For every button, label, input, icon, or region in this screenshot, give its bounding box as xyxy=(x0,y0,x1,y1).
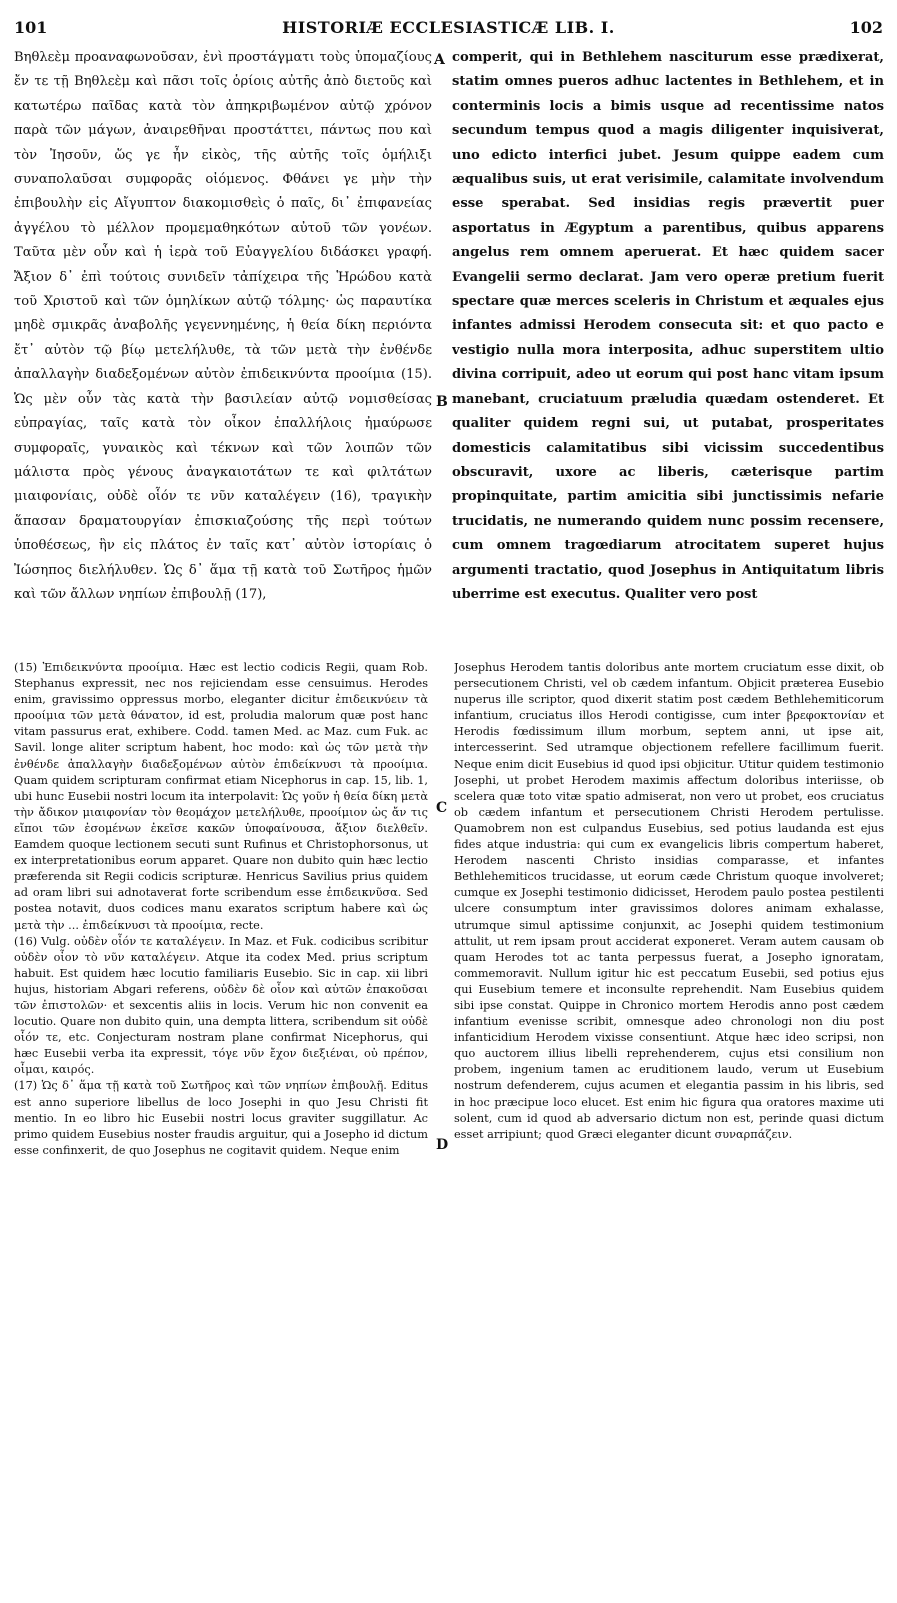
running-title: HISTORIÆ ECCLESIASTICÆ LIB. I. xyxy=(282,18,615,37)
greek-paragraph: Βηθλεὲμ προαναφωνοῦσαν, ἐνὶ προστάγματι τοὺς ὑπομαζίους ἔν τε τῇ Βηθλεὲμ καὶ πᾶσι τοῖς ὁρίοις αὐτῆς ἀπὸ διετοῦς καὶ κατωτέρω παῖδας κατὰ τὸν ἀπηκριβωμένον αὐτῷ χρόνον παρὰ τῶν μάγων, ἀναιρεθῆναι προστάττει, πάντως που καὶ τὸν Ἰησοῦν, ὥς γε ἦν εἰκὸς, τῆς αὐτῆς τοῖς ὁμήλιξι συναπολαῦσαι συμφορᾶς οἰόμενος. Φθάνει γε μὴν τὴν ἐπιβουλὴν εἰς Αἴγυπτον διακομισθεὶς ὁ παῖς, δι᾽ ἐπιφανείας ἀγγέλου τὸ μέλλον προμεμαθηκότων αὐτοῦ τῶν γονέων. Ταῦτα μὲν οὖν καὶ ἡ ἱερὰ τοῦ Εὐαγγελίου διδάσκει γραφή. Ἄξιον δ᾽ ἐπὶ τούτοις συνιδεῖν τἀπίχειρα τῆς Ἡρώδου κατὰ τοῦ Χριστοῦ καὶ τῶν ὁμηλίκων αὐτῷ τόλμης· ὡς παραυτίκα μηδὲ σμικρᾶς ἀναβολῆς γεγεννημένης, ἡ θεία δίκη περιόντα ἔτ᾽ αὐτὸν τῷ βίῳ μετελήλυθε, τὰ τῶν μετὰ τὴν ἐνθένδε ἀπαλλαγὴν διαδεξομένων αὐτὸν ἐπιδεικνύντα προοίμια (15). Ὡς μὲν οὖν τὰς κατὰ τὴν βασιλείαν αὐτῷ νομισθείσας εὐπραγίας, ταῖς κατὰ τὸν οἶκον ἐπαλλήλοις ἠμαύρωσε συμφοραῖς, γυναικὸς καὶ τέκνων καὶ τῶν λοιπῶν τῶν μάλιστα πρὸς γένους ἀναγκαιοτάτων τε καὶ φιλτάτων μιαιφονίαις, οὐδὲ οἷόν τε νῦν καταλέγειν (16), τραγικὴν ἅπασαν δραματουργίαν ἐπισκιαζούσης τῆς περὶ τούτων ὑποθέσεως, ἣν εἰς πλάτος ἐν ταῖς κατ᾽ αὐτὸν ἱστορίαις ὁ Ἰώσηπος διελήλυθεν. Ὡς δ᾽ ἅμα τῇ κατὰ τοῦ Σωτῆρος ἡμῶν καὶ τῶν ἄλλων νηπίων ἐπιβουλῇ (17), xyxy=(14,50,432,602)
note-17-continued: Josephus Herodem tantis doloribus ante mortem cruciatum esse dixit, ob persecutionem Christi, vel ob cædem infantum. Objicit præterea Eusebio nuperus ille scriptor, quod dixerit statim post cædem Bethlehemiticorum infantium, cruciatus illos Herodi contigisse, cum inter βρεφοκτονίαν et Herodis fœdissimum illum morbum, septem anni, ut ipse ait, intercesserint. Sed utramque objectionem refellere facillimum fuerit. Neque enim dicit Eusebius id quod ipsi objicitur. Utitur quidem testimonio Josephi, ut probet Herodem maximis affectum doloribus interiisse, ob scelera quæ toto vitæ spatio admiserat, non vero ut probet, eos cruciatus ob cædem infantum et persecutionem Christi Herodem pertulisse. Quamobrem non est culpandus Eusebius, sed potius laudanda est ejus fides atque industria: qui cum ex evangelicis libris compertum haberet, Herodem nascenti Christo insidias comparasse, et infantes Bethlehemiticos trucidasse, ut eorum cæde Christum quoque involveret; cumque ex Josephi testimonio didicisset, Herodem paulo postea pestilenti ulcere consumptum inter gravissimos dolores animam exhalasse, utrumque simul aptissime conjunxit, ac Josephi quidem testimonium attulit, ut rem ipsam prout acciderat exponeret. Veram autem causam ob quam Herodes tot ac tanta perpessus fuerat, a Josepho ignoratam, commemoravit. Nullum igitur hic est peccatum Eusebii, sed potius ejus qui Eusebium temere et inconsulte reprehendit. Nam Eusebius quidem sibi ipse constat. Quippe in Chronico mortem Herodis anno post cædem infantium evenisse scribit, omnesque adeo chronologi non diu post infanticidium Herodem vixisse consentiunt. Atque hæc ideo scripsi, non quo auctorem illius libelli reprehenderem, cujus etsi consilium non probem, ingenium tamen ac eruditionem laudo, verum ut Eusebium nostrum defenderem, cujus acumen et elegantia passim in his libris, sed in hoc præcipue loco elucet. Est enim hic figura qua oratores maxime uti solent, cum id quod ab adversario dictum non est, perinde quasi dictum esset arripiunt; quod Græci eleganter dicunt συναρπάζειν. xyxy=(454,661,884,1141)
notes-right-column xyxy=(454,660,884,1590)
margin-letter-a: A xyxy=(434,52,445,68)
greek-text-column xyxy=(14,46,432,650)
latin-paragraph: comperit, qui in Bethlehem nasciturum esse prædixerat, statim omnes pueros adhuc lactentes in Bethlehem, et in conterminis locis a bimis usque ad recentissime natos secundum tempus quod a magis diligenter inquisiverat, uno edicto interfici jubet. Jesum quippe eadem cum æqualibus suis, ut erat verisimile, calamitate involvendum esse sperabat. Sed insidias regis prævertit puer asportatus in Ægyptum a parentibus, quibus apparens angelus rem omnem aperuerat. Et hæc quidem sacer Evangelii sermo declarat. Jam vero operæ pretium fuerit spectare quæ merces sceleris in Christum et æquales ejus infantes admissi Herodem consecuta sit: et quo pacto e vestigio nulla mora interposita, adhuc superstitem ultio divina corripuit, adeo ut eorum qui post hanc vitam ipsum manebant, cruciatuum præludia quædam ostenderet. Et qualiter quidem regni sui, ut putabat, prosperitates domesticis calamitatibus sibi vicissim succedentibus obscuravit, uxore ac liberis, cæterisque partim propinquitate, partim amicitia sibi junctissimis nefarie trucidatis, ne numerando quidem nunc possim recensere, cum omnem tragœdiarum atrocitatem superet hujus argumenti tractatio, quod Josephus in Antiquitatum libris uberrime est executus. Qualiter vero post xyxy=(452,50,884,602)
page-number-left: 101 xyxy=(14,18,48,37)
latin-text-column xyxy=(452,46,884,650)
margin-letter-c: C xyxy=(436,800,448,816)
note-15: (15) Ἐπιδεικνύντα προοίμια. Hæc est lectio codicis Regii, quam Rob. Stephanus expressit, nec nos rejiciendam esse censuimus. Herodes enim, gravissimo oppressus morbo, eleganter dicitur ἐπιδεικνύειν τὰ προοίμια τῶν μετὰ θάνατον, id est, proludia malorum quæ post hanc vitam passurus erat, exhibere. Codd. tamen Med. ac Maz. cum Fuk. ac Savil. longe aliter scriptum habent, hoc modo: καὶ ὡς τῶν μετὰ τὴν ἐνθένδε ἀπαλλαγὴν διαδεξομένων αὐτὸν ἐπιδείκνυσι τὰ προοίμια. Quam quidem scripturam confirmat etiam Nicephorus in cap. 15, lib. 1, ubi hunc Eusebii nostri locum ita interpolavit: Ὡς γοῦν ἡ θεία δίκη μετὰ τὴν ἄδικον μιαιφονίαν τὸν θεομάχον μετελήλυθε, προοίμιον ὡς ἄν τις εἴποι τῶν ἐσομένων ἐκεῖσε κακῶν ὑποφαίνουσα, ἄξιον διελθεῖν. Eamdem quoque lectionem secuti sunt Rufinus et Christophorsonus, ut ex interpretationibus eorum apparet. Quare non dubito quin hæc lectio præferenda sit Regii codicis scripturæ. Henricus Savilius prius quidem ad oram libri sui adnotaverat forte scribendum esse ἐπιδεικνῦσα. Sed postea notavit, duos codices manu exaratos scriptum habere καὶ ὡς μετὰ τὴν ... ἐπιδείκνυσι τὰ προοίμια, recte. xyxy=(14,661,428,932)
running-header xyxy=(14,18,883,42)
margin-letter-d: D xyxy=(436,1137,449,1153)
notes-left-column xyxy=(14,660,428,1590)
note-16: (16) Vulg. οὐδὲν οἷόν τε καταλέγειν. In Maz. et Fuk. codicibus scribitur οὐδὲν οἷον τὸ νῦν καταλέγειν. Atque ita codex Med. prius scriptum habuit. Est quidem hæc locutio familiaris Eusebio. Sic in cap. xii libri hujus, historiam Abgari referens, οὐδὲν δὲ οἷον καὶ αὐτῶν ἐπακοῦσαι τῶν ἐπιστολῶν· et sexcentis aliis in locis. Verum hic non convenit ea locutio. Quare non dubito quin, una dempta littera, scribendum sit οὐδὲ οἷόν τε, etc. Conjecturam nostram plane confirmat Nicephorus, qui hæc Eusebii verba ita expressit, τόγε νῦν ἔχον διεξιέναι, οὐ πρέπον, οἶμαι, καιρός. xyxy=(14,934,428,1077)
page-number-right: 102 xyxy=(849,18,883,37)
note-17: (17) Ὡς δ᾽ ἅμα τῇ κατὰ τοῦ Σωτῆρος καὶ τῶν νηπίων ἐπιβουλῇ. Editus est anno superiore libellus de loco Josephi in quo Jesu Christi fit mentio. In eo libro hic Eusebii nostri locus graviter suggillatur. Ac primo quidem Eusebius noster fraudis arguitur, qui a Josepho id dictum esse confinxerit, de quo Josephus ne cogitavit quidem. Neque enim xyxy=(14,1079,428,1157)
margin-letter-b: B xyxy=(436,394,448,410)
